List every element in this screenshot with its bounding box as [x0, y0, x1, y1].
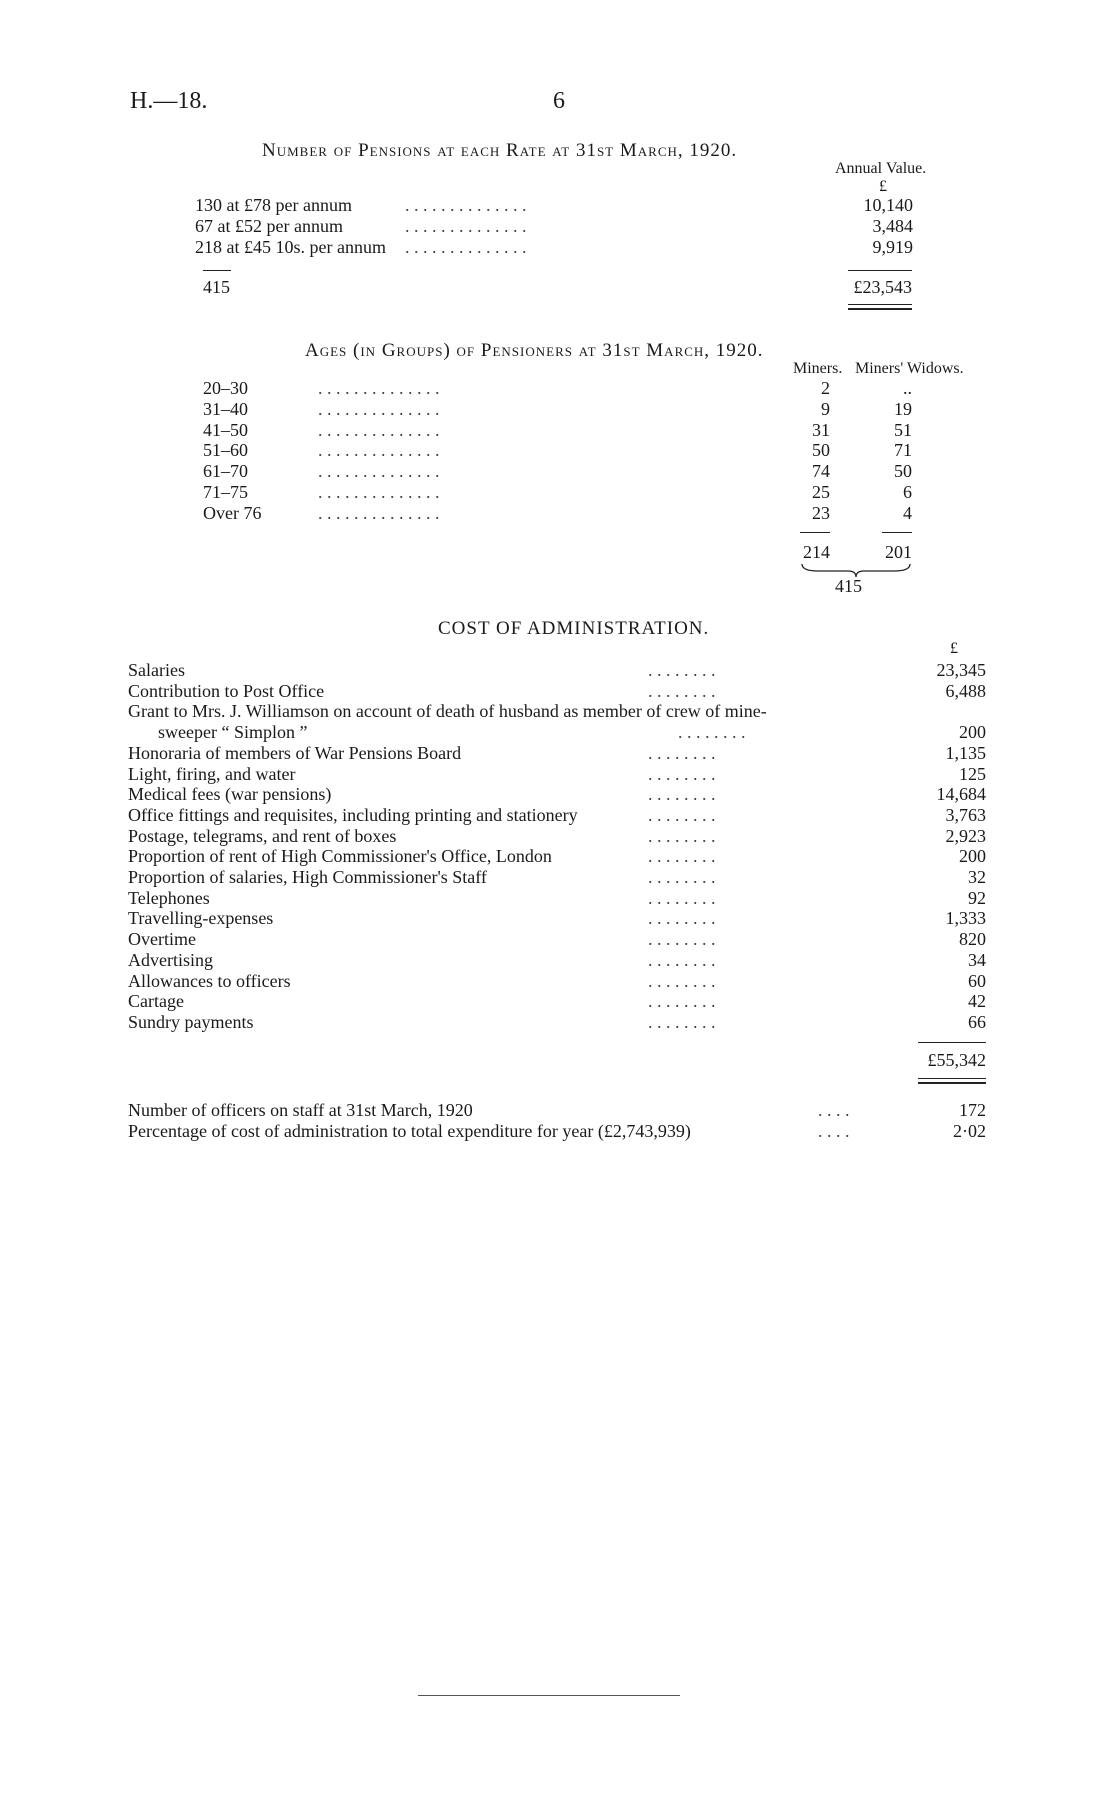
leader-dots: . . . . . . . .	[648, 908, 716, 928]
age-row	[203, 440, 923, 461]
stat-row	[128, 1100, 988, 1121]
age-miners-value: 50	[812, 440, 830, 460]
admin-row	[128, 908, 988, 929]
admin-row	[128, 991, 988, 1012]
ages-col-miners: Miners.	[793, 360, 843, 377]
age-group-label: 51–60	[203, 440, 248, 460]
age-group-label: Over 76	[203, 503, 262, 523]
pension-row	[195, 237, 915, 258]
pensions-total-double-rule	[848, 304, 912, 310]
admin-row-label: Proportion of rent of High Commissioner's Office, London	[128, 846, 552, 866]
leader-dots: . . . . . . . . . . . . . .	[318, 482, 440, 502]
leader-dots: . . . . . . . . . . . . . .	[318, 461, 440, 481]
ages-col-widows: Miners' Widows.	[855, 360, 964, 377]
leader-dots: . . . . . . . .	[648, 660, 716, 680]
admin-row-label: Advertising	[128, 950, 213, 970]
pensions-total-value: £23,543	[853, 277, 912, 297]
admin-row-value: 34	[968, 950, 986, 970]
admin-row-label: Cartage	[128, 991, 184, 1011]
admin-row-label: Postage, telegrams, and rent of boxes	[128, 826, 397, 846]
age-row	[203, 503, 923, 524]
age-group-label: 41–50	[203, 420, 248, 440]
admin-row-label: Travelling-expenses	[128, 908, 274, 928]
age-row	[203, 378, 923, 399]
admin-row-value: 6,488	[945, 681, 986, 701]
admin-row-label: Medical fees (war pensions)	[128, 784, 332, 804]
admin-row	[128, 743, 988, 764]
admin-row-label: Office fittings and requisites, including printing and stationery	[128, 805, 578, 825]
admin-row-value: 92	[968, 888, 986, 908]
admin-row	[158, 722, 988, 743]
leader-dots: . . . . . . . .	[648, 950, 716, 970]
leader-dots: . . . . . . . .	[648, 764, 716, 784]
age-group-label: 71–75	[203, 482, 248, 502]
leader-dots: . . . . . . . .	[648, 867, 716, 887]
admin-row-label: Allowances to officers	[128, 971, 291, 991]
pension-row-value: 10,140	[863, 195, 913, 215]
admin-row	[128, 846, 988, 867]
widows-total: 201	[885, 542, 912, 562]
miners-total: 214	[803, 542, 830, 562]
admin-row	[128, 805, 988, 826]
admin-row-label: sweeper “ Simplon ”	[158, 722, 308, 742]
stat-row-value: 172	[959, 1100, 986, 1120]
admin-row	[128, 888, 988, 909]
stat-row-label: Number of officers on staff at 31st March, 1920	[128, 1100, 473, 1120]
age-miners-value: 74	[812, 461, 830, 481]
pension-row-label: 130 at £78 per annum	[195, 195, 352, 215]
age-widows-value: 51	[894, 420, 912, 440]
admin-row-value: 125	[959, 764, 986, 784]
admin-row	[128, 764, 988, 785]
document-code: H.—18.	[130, 88, 208, 114]
pension-row	[195, 195, 915, 216]
ages-title: Ages (in Groups) of Pensioners at 31st March, 1920.	[305, 340, 764, 361]
miners-total-rule	[800, 532, 830, 533]
leader-dots: . . . .	[818, 1121, 850, 1141]
pensions-count-rule	[203, 270, 231, 271]
admin-row	[128, 660, 988, 681]
leader-dots: . . . . . . . .	[648, 971, 716, 991]
admin-row	[128, 867, 988, 888]
pension-row-value: 3,484	[872, 216, 913, 236]
admin-total: £55,342	[927, 1050, 986, 1070]
admin-row-value: 60	[968, 971, 986, 991]
admin-row-label: Overtime	[128, 929, 196, 949]
admin-row-value: 66	[968, 1012, 986, 1032]
admin-row	[128, 971, 988, 992]
leader-dots: . . . . . . . . . . . . . .	[318, 399, 440, 419]
leader-dots: . . . . . . . .	[648, 681, 716, 701]
leader-dots: . . . . . . . .	[678, 722, 746, 742]
leader-dots: . . . . . . . .	[648, 1012, 716, 1032]
age-group-label: 31–40	[203, 399, 248, 419]
admin-row	[128, 826, 988, 847]
ages-grand-total: 415	[835, 576, 862, 596]
age-miners-value: 23	[812, 503, 830, 523]
stat-row	[128, 1121, 988, 1142]
leader-dots: . . . . . . . . . . . . . .	[318, 440, 440, 460]
admin-row-value: 14,684	[936, 784, 986, 804]
age-row	[203, 399, 923, 420]
age-miners-value: 31	[812, 420, 830, 440]
admin-row	[128, 1012, 988, 1033]
age-widows-value: 71	[894, 440, 912, 460]
admin-currency: £	[950, 640, 958, 657]
leader-dots: . . . . . . . . . . . . . .	[318, 503, 440, 523]
admin-row-value: 23,345	[936, 660, 986, 680]
leader-dots: . . . . . . . . . . . . . .	[405, 237, 527, 257]
admin-row-value: 200	[959, 722, 986, 742]
admin-row-value: 200	[959, 846, 986, 866]
leader-dots: . . . . . . . .	[648, 888, 716, 908]
pension-row-label: 218 at £45 10s. per annum	[195, 237, 386, 257]
leader-dots: . . . . . . . . . . . . . .	[405, 216, 527, 236]
leader-dots: . . . .	[818, 1100, 850, 1120]
pensions-value-rule	[848, 270, 912, 271]
pensions-title: Number of Pensions at each Rate at 31st March, 1920.	[262, 140, 738, 161]
admin-row-label: Sundry payments	[128, 1012, 254, 1032]
admin-row	[128, 929, 988, 950]
age-row	[203, 461, 923, 482]
age-miners-value: 25	[812, 482, 830, 502]
age-widows-value: 50	[894, 461, 912, 481]
leader-dots: . . . . . . . .	[648, 846, 716, 866]
pension-row-value: 9,919	[872, 237, 913, 257]
page-number: 6	[553, 88, 565, 114]
admin-row-value: 1,135	[945, 743, 986, 763]
admin-row-label: Proportion of salaries, High Commissioner's Staff	[128, 867, 487, 887]
end-rule	[418, 1695, 680, 1696]
age-row	[203, 482, 923, 503]
pension-row	[195, 216, 915, 237]
admin-row-label: Light, firing, and water	[128, 764, 296, 784]
admin-row	[128, 681, 988, 702]
admin-row-value: 1,333	[945, 908, 986, 928]
leader-dots: . . . . . . . . . . . . . .	[405, 195, 527, 215]
leader-dots: . . . . . . . .	[648, 929, 716, 949]
admin-row-value: 32	[968, 867, 986, 887]
age-group-label: 61–70	[203, 461, 248, 481]
age-widows-value: ..	[903, 378, 912, 398]
admin-total-double-rule	[918, 1078, 986, 1084]
leader-dots: . . . . . . . .	[648, 991, 716, 1011]
admin-row-label: Telephones	[128, 888, 210, 908]
pensions-currency: £	[879, 178, 887, 195]
age-widows-value: 4	[903, 503, 912, 523]
leader-dots: . . . . . . . . . . . . . .	[318, 420, 440, 440]
leader-dots: . . . . . . . . . . . . . .	[318, 378, 440, 398]
age-widows-value: 19	[894, 399, 912, 419]
stat-row-label: Percentage of cost of administration to total expenditure for year (£2,743,939)	[128, 1121, 691, 1141]
widows-total-rule	[882, 532, 912, 533]
admin-row-value: 820	[959, 929, 986, 949]
admin-row	[128, 950, 988, 971]
admin-row-value: 3,763	[945, 805, 986, 825]
leader-dots: . . . . . . . .	[648, 805, 716, 825]
admin-row	[128, 784, 988, 805]
pensions-total-count: 415	[203, 277, 230, 297]
leader-dots: . . . . . . . .	[648, 784, 716, 804]
admin-row-label: Grant to Mrs. J. Williamson on account of death of husband as member of crew of mine-	[128, 701, 767, 721]
admin-row-value: 2,923	[945, 826, 986, 846]
age-group-label: 20–30	[203, 378, 248, 398]
annual-value-heading: Annual Value.	[835, 160, 927, 177]
admin-row-label: Contribution to Post Office	[128, 681, 325, 701]
age-miners-value: 2	[821, 378, 830, 398]
age-widows-value: 6	[903, 482, 912, 502]
admin-row-label: Honoraria of members of War Pensions Board	[128, 743, 462, 763]
admin-row-value: 42	[968, 991, 986, 1011]
admin-row	[128, 701, 988, 722]
leader-dots: . . . . . . . .	[648, 743, 716, 763]
leader-dots: . . . . . . . .	[648, 826, 716, 846]
stat-row-value: 2·02	[953, 1121, 986, 1141]
admin-row-label: Salaries	[128, 660, 185, 680]
pension-row-label: 67 at £52 per annum	[195, 216, 343, 236]
age-miners-value: 9	[821, 399, 830, 419]
admin-total-rule	[918, 1042, 986, 1043]
admin-title: COST OF ADMINISTRATION.	[438, 618, 710, 639]
age-row	[203, 420, 923, 441]
